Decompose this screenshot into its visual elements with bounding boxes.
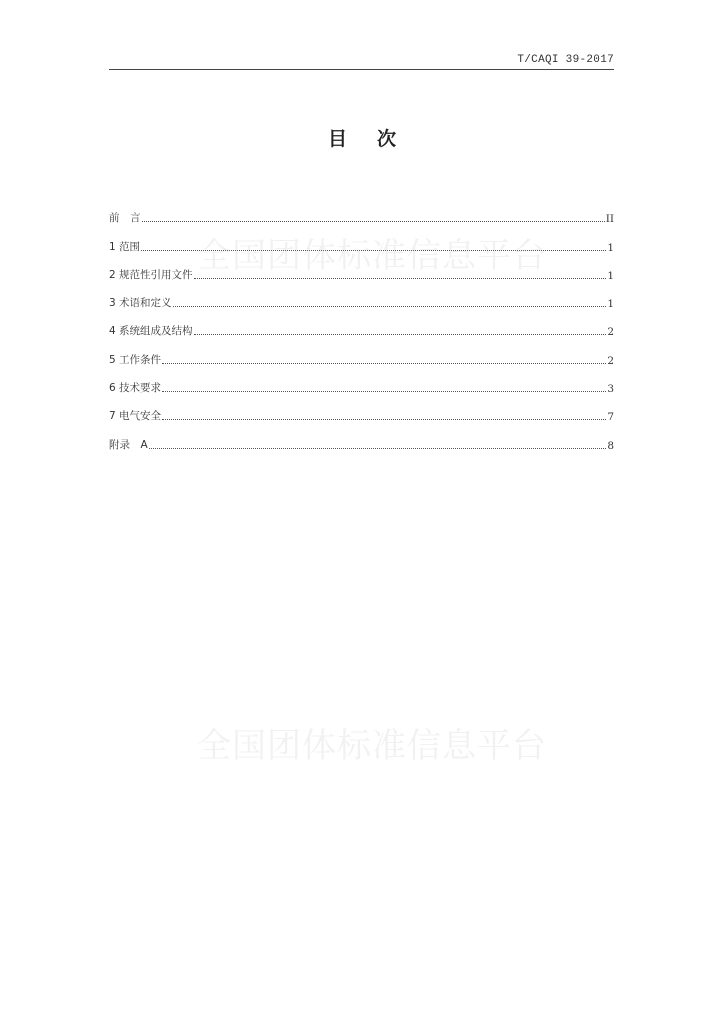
toc-entry-label: 6 技术要求 — [109, 382, 162, 395]
toc-entry-label: 4 系统组成及结构 — [109, 325, 193, 338]
toc-leader-dots — [141, 250, 606, 251]
toc-entry-page: 7 — [607, 411, 614, 424]
toc-entry-page: II — [605, 213, 614, 226]
toc-entry-page: 8 — [607, 439, 614, 452]
toc-entry-electrical-safety[interactable] — [109, 395, 614, 423]
toc-leader-dots — [194, 334, 607, 335]
watermark-lower: 全国团体标准信息平台 — [197, 726, 547, 766]
toc-entry-label: 5 工作条件 — [109, 353, 162, 366]
toc-leader-dots — [149, 448, 607, 449]
toc-entry-label: 前 言 — [109, 212, 141, 225]
toc-entry-label: 2 规范性引用文件 — [109, 268, 193, 281]
toc-title-char-2: 次 — [377, 128, 397, 150]
toc-leader-dots — [173, 306, 607, 307]
toc-entry-page: 3 — [607, 383, 614, 396]
toc-entry-normative-references[interactable] — [109, 254, 614, 282]
table-of-contents — [109, 197, 614, 452]
toc-title — [0, 124, 724, 151]
toc-leader-dots — [162, 391, 606, 392]
toc-entry-scope[interactable] — [109, 225, 614, 253]
toc-entry-label: 3 术语和定义 — [109, 297, 172, 310]
toc-leader-dots — [142, 221, 605, 222]
header-rule — [109, 69, 614, 70]
toc-leader-dots — [194, 278, 607, 279]
toc-entry-label: 附录 A — [109, 438, 148, 451]
toc-entry-page: 2 — [607, 354, 614, 367]
watermark-upper: 全国团体标准信息平台 — [197, 236, 547, 276]
toc-entry-working-conditions[interactable] — [109, 338, 614, 366]
toc-entry-page: 1 — [607, 241, 614, 254]
toc-entry-label: 7 电气安全 — [109, 410, 162, 423]
toc-leader-dots — [162, 419, 606, 420]
toc-entry-page: 1 — [607, 269, 614, 282]
toc-entry-appendix-a[interactable] — [109, 423, 614, 451]
toc-entry-terms-definitions[interactable] — [109, 282, 614, 310]
toc-leader-dots — [162, 363, 606, 364]
toc-entry-label: 1 范围 — [109, 240, 141, 253]
toc-entry-foreword[interactable] — [109, 197, 614, 225]
toc-title-char-1: 目 — [327, 128, 347, 150]
toc-entry-technical-requirements[interactable] — [109, 367, 614, 395]
toc-entry-page: 1 — [607, 298, 614, 311]
toc-entry-system-composition[interactable] — [109, 310, 614, 338]
standard-code: T/CAQI 39-2017 — [517, 54, 614, 66]
toc-entry-page: 2 — [607, 326, 614, 339]
